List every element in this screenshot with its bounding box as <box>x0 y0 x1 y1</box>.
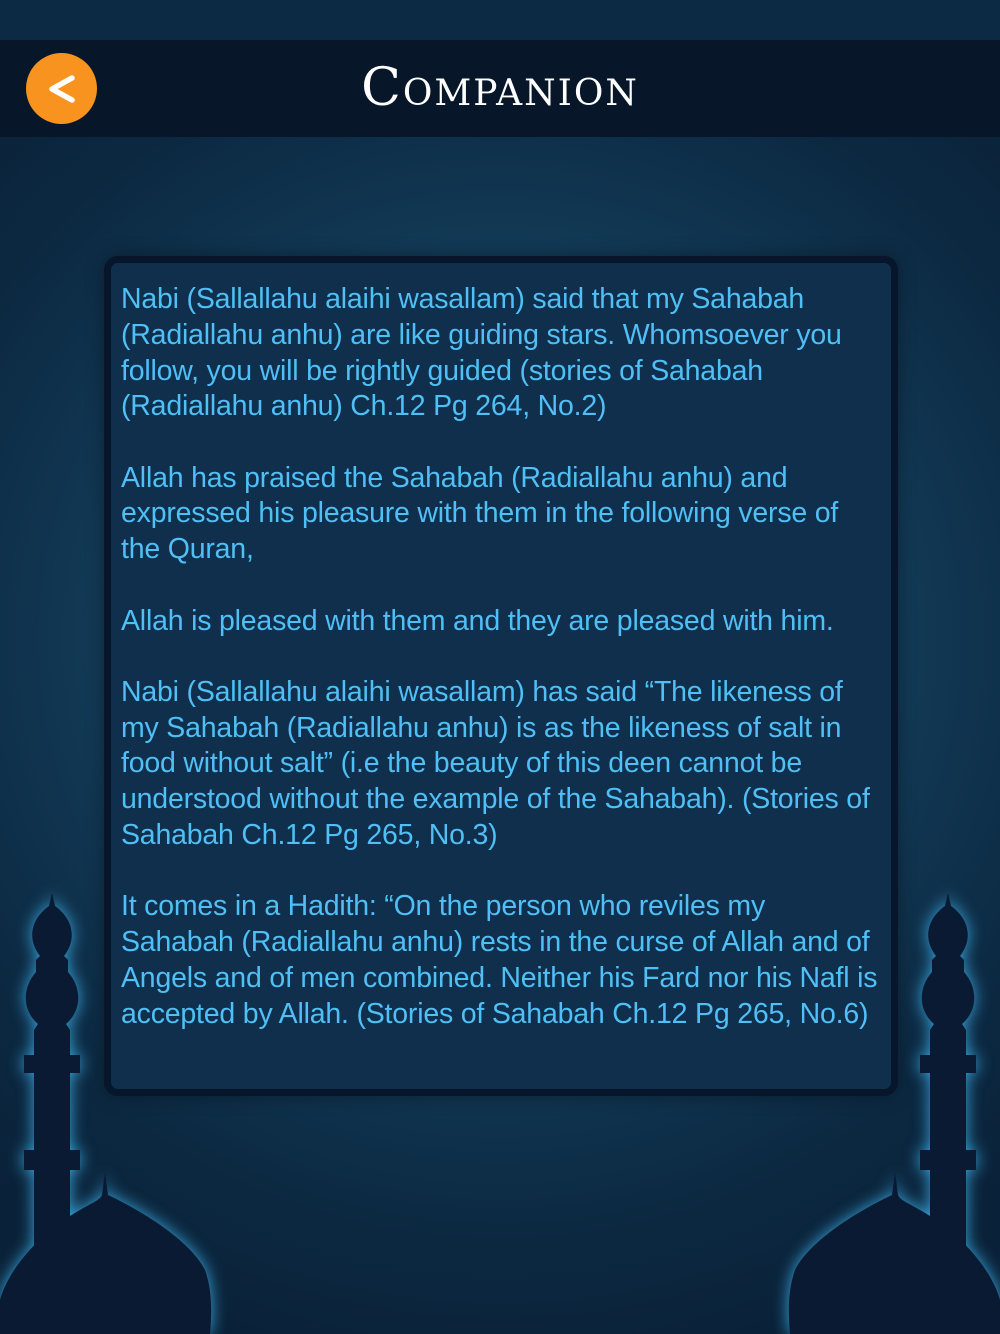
paragraph: Allah has praised the Sahabah (Radiallahu anhu) and expressed his pleasure with them in the following verse of the Quran, <box>121 461 839 566</box>
page-title: Companion <box>361 58 639 118</box>
status-bar <box>0 0 1000 40</box>
back-button[interactable] <box>26 53 97 124</box>
navigation-header <box>0 40 1000 137</box>
content-card <box>104 256 898 1096</box>
paragraph: Nabi (Sallallahu alaihi wasallam) said that my Sahabah (Radiallahu anhu) are like guiding stars. Whomsoever you follow, you will be rightly guided (stories of Sahabah (Radiallahu anhu) Ch.12 Pg 264, No.2) <box>121 283 842 423</box>
paragraph: Nabi (Sallallahu alaihi wasallam) has said “The likeness of my Sahabah (Radiallahu anhu) is as the likeness of salt in food without salt” (i.e the beauty of this deen cannot be understood without the example of the Sahabah). (Stories of Sahabah Ch.12 Pg 265, No.3) <box>121 675 870 852</box>
chevron-left-icon <box>45 72 79 106</box>
paragraph: It comes in a Hadith: “On the person who reviles my Sahabah (Radiallahu anhu) rests in the curse of Allah and of Angels and of men combined. Neither his Fard nor his Nafl is accepted by Allah. (Stories of Sahabah Ch.12 Pg 265, No.6) <box>121 890 878 1030</box>
content-scroll-area[interactable] <box>121 282 883 1033</box>
paragraph: Allah is pleased with them and they are pleased with him. <box>121 604 834 637</box>
